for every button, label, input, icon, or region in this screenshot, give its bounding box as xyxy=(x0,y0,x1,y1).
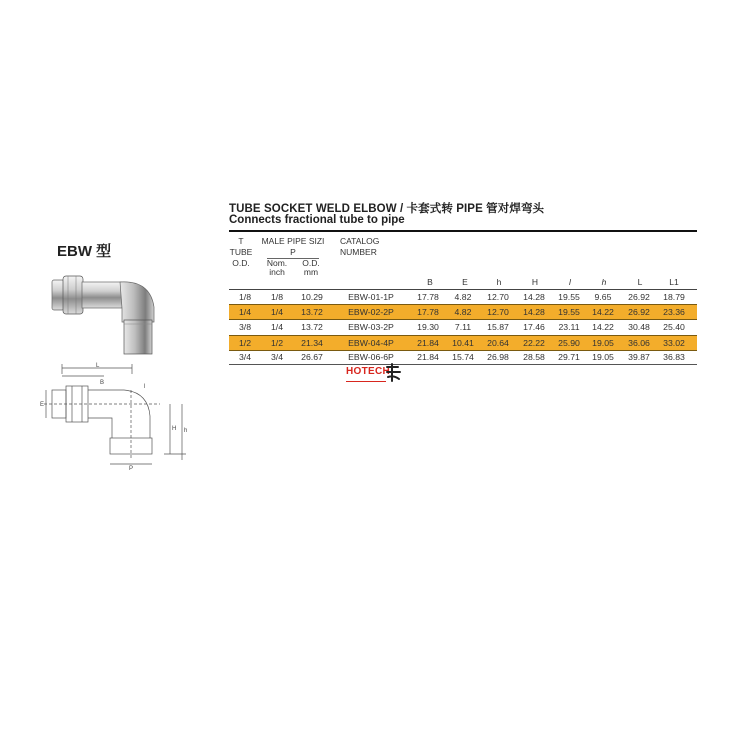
dim-label-e: E xyxy=(40,402,45,408)
header-od-mm: O.D. mm xyxy=(302,258,320,277)
model-label: EBW 型 xyxy=(57,243,112,260)
hotech-logo-icon xyxy=(384,363,404,383)
header-e: E xyxy=(462,277,468,287)
header-h-large: H xyxy=(531,277,539,287)
elbow-dimension-drawing xyxy=(40,360,200,470)
table-row: 1/2 1/2 21.34 EBW-04-4P 21.84 10.41 20.64 22.22 25.90 19.05 36.06 33.02 xyxy=(229,335,697,351)
header-male-pipe: MALE PIPE SIZI P xyxy=(261,236,325,257)
header-h-small: h xyxy=(496,277,502,287)
dim-label-l: L xyxy=(96,363,100,369)
header-t-tube-od: T TUBE O.D. xyxy=(229,236,253,268)
elbow-product-image xyxy=(50,262,170,362)
header-l-small: l xyxy=(569,277,571,287)
dim-label-h-upper: H xyxy=(172,426,177,432)
header-l-large: L xyxy=(637,277,643,287)
logo-underline xyxy=(346,381,386,382)
dim-label-b: B xyxy=(100,380,105,386)
dim-label-h-lower: h xyxy=(184,428,188,434)
table-row: 3/4 3/4 26.67 EBW-06-6P 21.84 15.74 26.98 28.58 29.71 19.05 39.87 36.83 xyxy=(229,350,697,365)
page-title: TUBE SOCKET WELD ELBOW / 卡套式转 PIPE 管对焊弯头 xyxy=(229,203,545,215)
header-b: B xyxy=(427,277,433,287)
dim-label-bend: l xyxy=(144,384,146,390)
table-row: 3/8 1/4 13.72 EBW-03-2P 19.30 7.11 15.87 17.46 23.11 14.22 30.48 25.40 xyxy=(238,322,685,332)
header-catalog-number: CATALOG NUMBER xyxy=(340,236,380,257)
title-rule xyxy=(229,230,697,232)
dim-label-p: P xyxy=(129,466,134,470)
hotech-logo-text: HOTECH xyxy=(346,366,391,377)
table-row: 1/8 1/8 10.29 EBW-01-1P 17.78 4.82 12.70 14.28 19.55 9.65 26.92 18.79 xyxy=(229,289,697,304)
page-subtitle: Connects fractional tube to pipe xyxy=(229,214,405,226)
header-h-italic: h xyxy=(601,277,607,287)
header-l1: L1 xyxy=(669,277,679,287)
header-nom-inch: Nom. inch xyxy=(266,258,288,277)
table-row: 1/4 1/4 13.72 EBW-02-2P 17.78 4.82 12.70 14.28 19.55 14.22 26.92 23.36 xyxy=(229,304,697,320)
